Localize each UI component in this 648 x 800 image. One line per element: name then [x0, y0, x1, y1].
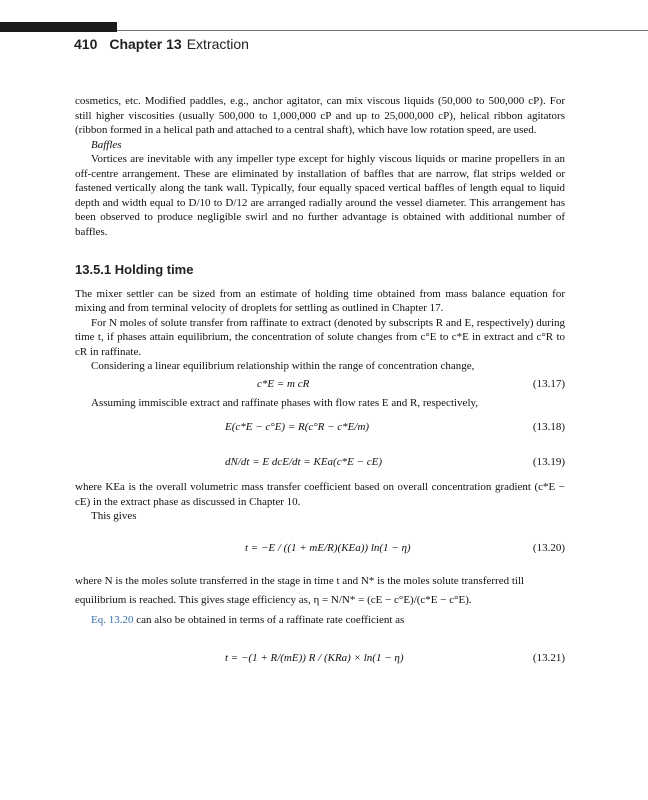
equation-body: E(c*E − c°E) = R(c°R − c*E/m): [225, 421, 370, 433]
equation-number: (13.18): [532, 421, 565, 433]
running-header: [74, 36, 249, 52]
paragraph-viscous-mixing: cosmetics, etc. Modified paddles, e.g., anchor agitator, can mix viscous liquids (50,000 to 500,000 cP). For still higher viscosities (usually 500,000 to 1,000,000 cP and up to 25,000,000 cP), helical ribbon agitators (ribbon formed in a helical path and attached to a central shaft), which have low rotation speed, are used.: [75, 95, 565, 136]
paragraph-stage-efficiency: equilibrium is reached. This gives stage efficiency as, η = N/N* = (cE − c°E)/(c*E − c°E).: [75, 594, 472, 606]
header-rule: [117, 30, 648, 31]
paragraph-immiscible: Assuming immiscible extract and raffinate phases with flow rates E and R, respectively,: [91, 396, 479, 409]
equation-number: (13.17): [532, 377, 565, 390]
chapter-title: Extraction: [186, 36, 249, 52]
equation-13-18: [75, 410, 565, 446]
equation-body: t = −(1 + R/(mE)) R / (KRa) × ln(1 − η): [225, 652, 404, 664]
paragraph-raffinate-text: can also be obtained in terms of a raffinate rate coefficient as: [136, 613, 405, 626]
header-bar: [0, 22, 117, 32]
equation-reference-link[interactable]: Eq. 13.20: [91, 613, 134, 626]
paragraph-baffles: Vortices are inevitable with any impeller type except for highly viscous liquids or marine propellers in an off-centre arrangement. These are eliminated by installation of baffles that are narrow, flat strips welded or fastened vertically along the tank wall. Typically, four equally spaced vertical baffles of length equal to liquid depth and width equal to D/10 to D/12 are arranged radially around the vessel diameter. This arrangement has been observed to produce negligible swirl and no further advantage is obtained with additional number of baffles.: [75, 153, 565, 238]
chapter-label: Chapter 13: [109, 36, 182, 52]
page-content: [75, 94, 565, 687]
equation-number: (13.21): [532, 652, 565, 664]
paragraph-linear-equilibrium: Considering a linear equilibrium relationship within the range of concentration change,: [91, 360, 475, 372]
equation-body: dN/dt = E dcE/dt = KEa(c*E − cE): [225, 456, 382, 468]
equation-13-21: [75, 627, 565, 687]
equation-13-19: [75, 446, 565, 480]
equation-body: c*E = m cR: [257, 377, 310, 390]
page-number: 410: [74, 36, 98, 52]
paragraph-this-gives: This gives: [91, 510, 137, 522]
equation-13-17: [75, 374, 565, 396]
section-heading: 13.5.1 Holding time: [75, 262, 194, 277]
equation-number: (13.20): [532, 541, 565, 554]
baffles-heading: Baffles: [91, 138, 122, 151]
paragraph-solute-transfer: For N moles of solute transfer from raffinate to extract (denoted by subscripts R and E, respectively) during time t, if phases attain equilibrium, the concentration of solute changes from c°E to c*E in extract and c°R to cR in raffinate.: [75, 316, 565, 358]
equation-13-20: [75, 524, 565, 574]
paragraph-moles-transferred: where N is the moles solute transferred in the stage in time t and N* is the moles solute transferred till: [75, 574, 525, 587]
equation-number: (13.19): [532, 456, 565, 468]
paragraph-holding-time: The mixer settler can be sized from an estimate of holding time obtained from mass balance equation for mixing and from terminal velocity of droplets for settling as outlined in Chapter 17.: [75, 287, 565, 314]
paragraph-raffinate-coefficient: [75, 613, 565, 628]
equation-body: t = −E / ((1 + mE/R)(KEa)) ln(1 − η): [245, 541, 411, 554]
paragraph-mass-transfer-coefficient: where KEa is the overall volumetric mass transfer coefficient based on overall concentration gradient (c*E − cE) in the extract phase as discussed in Chapter 10.: [75, 481, 565, 508]
